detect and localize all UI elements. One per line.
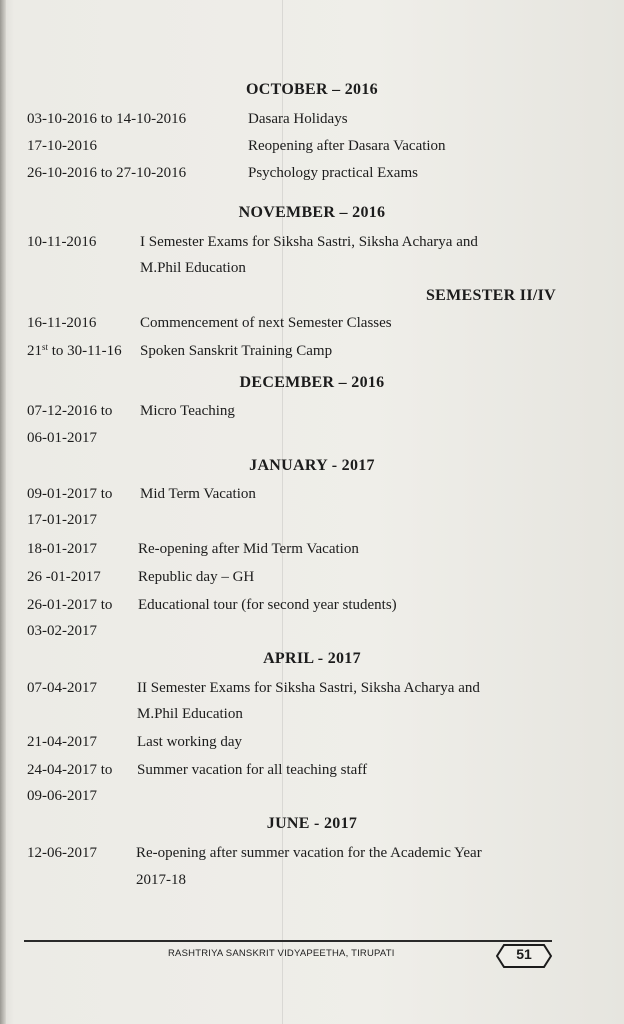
footer-institution: RASHTRIYA SANSKRIT VIDYAPEETHA, TIRUPATI	[168, 948, 395, 959]
semester-heading: SEMESTER II/IV	[425, 287, 556, 304]
month-heading-november: NOVEMBER – 2016	[238, 204, 386, 221]
entry-date-ordinal: st	[42, 342, 49, 352]
entry-description: I Semester Exams for Siksha Sastri, Siksha Acharya and	[140, 234, 478, 250]
month-heading-june: JUNE - 2017	[266, 815, 358, 832]
month-heading-april: APRIL - 2017	[263, 650, 361, 667]
entry-description: Last working day	[137, 734, 242, 750]
entry-description: Psychology practical Exams	[248, 165, 418, 181]
entry-description: Summer vacation for all teaching staff	[137, 762, 368, 778]
entry-date: 07-12-2016 to	[27, 403, 113, 419]
entry-date: 16-11-2016	[27, 315, 97, 331]
entry-date-range: to 30-11-16	[48, 343, 122, 359]
entry-date: 26-01-2017 to	[27, 597, 113, 613]
month-heading-october: OCTOBER – 2016	[246, 81, 378, 98]
entry-description: II Semester Exams for Siksha Sastri, Siksha Acharya and	[137, 680, 480, 696]
entry-date-line2: 06-01-2017	[27, 430, 97, 446]
month-heading-january: JANUARY - 2017	[249, 457, 375, 474]
entry-description: Commencement of next Semester Classes	[140, 315, 392, 331]
entry-description: Dasara Holidays	[248, 111, 348, 127]
entry-date: 09-01-2017 to	[27, 486, 113, 502]
entry-date: 17-10-2016	[27, 138, 97, 154]
entry-description: Reopening after Dasara Vacation	[248, 138, 446, 154]
entry-date-line2: 09-06-2017	[27, 788, 97, 804]
book-spine-shadow	[0, 0, 6, 1024]
entry-date: 26 -01-2017	[27, 569, 101, 585]
month-heading-december: DECEMBER – 2016	[239, 374, 385, 391]
entry-description: Mid Term Vacation	[140, 486, 256, 502]
entry-description: Republic day – GH	[138, 569, 255, 585]
entry-date: 10-11-2016	[27, 234, 97, 250]
entry-description: Re-opening after summer vacation for the Academic Year	[136, 845, 482, 861]
entry-date: 12-06-2017	[27, 845, 97, 861]
entry-date: 26-10-2016 to 27-10-2016	[27, 165, 187, 181]
entry-date: 18-01-2017	[27, 541, 97, 557]
entry-description: Micro Teaching	[140, 403, 235, 419]
entry-date: 07-04-2017	[27, 680, 97, 696]
entry-date: 21-04-2017	[27, 734, 97, 750]
entry-description: Educational tour (for second year students)	[138, 597, 397, 613]
entry-date: 03-10-2016 to 14-10-2016	[27, 111, 187, 127]
page-number-badge	[496, 944, 552, 968]
entry-date	[27, 338, 122, 365]
entry-date: 24-04-2017 to	[27, 762, 113, 778]
entry-description-line2: 2017-18	[136, 872, 186, 888]
entry-date-line2: 17-01-2017	[27, 512, 97, 528]
entry-date-line2: 03-02-2017	[27, 623, 97, 639]
entry-description-line2: M.Phil Education	[140, 260, 246, 276]
page-number: 51	[516, 946, 532, 962]
entry-description: Re-opening after Mid Term Vacation	[138, 541, 359, 557]
entry-description: Spoken Sanskrit Training Camp	[140, 343, 333, 359]
entry-date-day: 21	[27, 343, 42, 359]
footer-rule	[24, 940, 552, 942]
entry-description-line2: M.Phil Education	[137, 706, 243, 722]
